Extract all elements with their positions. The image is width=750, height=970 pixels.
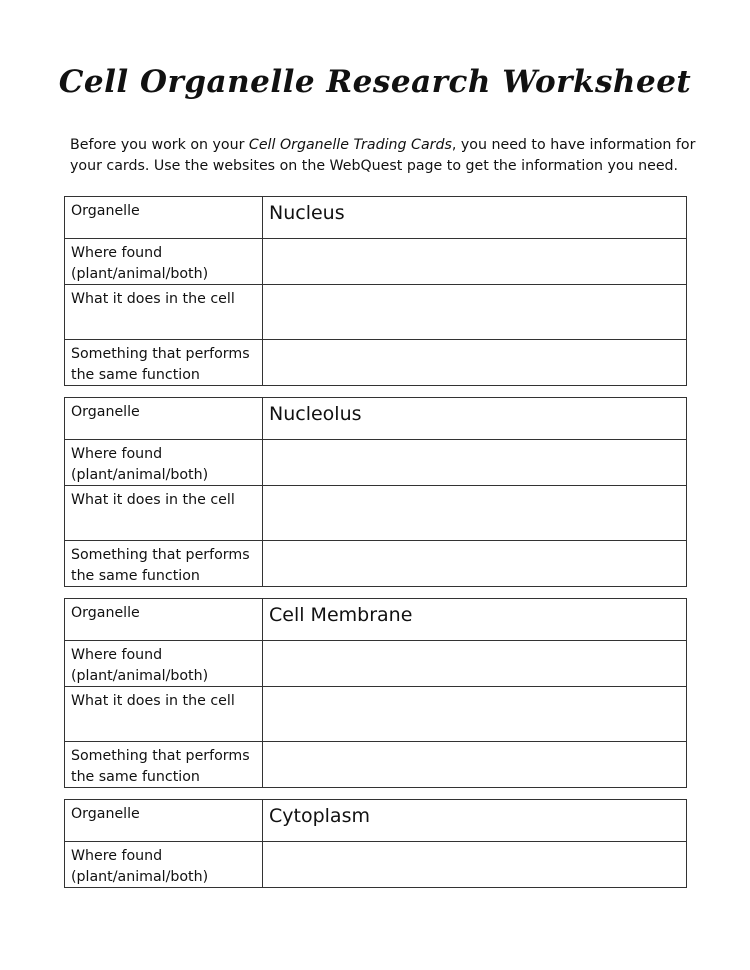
intro-text-1: Before you work on your [70, 137, 249, 153]
where-found-label-line-1: Where found [71, 647, 163, 663]
where-found-label [65, 842, 263, 888]
where-found-answer-cell[interactable] [263, 239, 687, 285]
function-row [65, 687, 687, 742]
organelle-row [65, 599, 687, 641]
where-found-label [65, 440, 263, 486]
where-found-answer-cell[interactable] [263, 842, 687, 888]
analogy-label [65, 742, 263, 788]
analogy-row [65, 541, 687, 587]
organelle-name: Nucleus [263, 197, 687, 239]
where-found-label-line-2: (plant/animal/both) [71, 265, 209, 282]
organelle-table-nucleus [64, 196, 687, 386]
function-answer-cell[interactable] [263, 687, 687, 742]
intro-text-2: , you need to have information for [451, 137, 696, 153]
organelle-name: Cell Membrane [263, 599, 687, 641]
analogy-label [65, 541, 263, 587]
function-answer-cell[interactable] [263, 486, 687, 541]
function-label: What it does in the cell [65, 486, 263, 541]
where-found-label [65, 239, 263, 285]
worksheet-title: Cell Organelle Research Worksheet [58, 64, 692, 100]
where-found-label-line-2: (plant/animal/both) [71, 868, 209, 885]
analogy-label-line-2: the same function [71, 768, 200, 785]
organelle-row [65, 800, 687, 842]
intro-line-2: your cards. Use the websites on the WebQuest page to get the information you need. [70, 158, 679, 174]
function-row [65, 486, 687, 541]
analogy-row [65, 340, 687, 386]
where-found-row [65, 440, 687, 486]
function-label: What it does in the cell [65, 687, 263, 742]
organelle-row [65, 197, 687, 239]
organelle-label: Organelle [65, 599, 263, 641]
where-found-label-line-1: Where found [71, 245, 163, 261]
organelle-row [65, 398, 687, 440]
organelle-label: Organelle [65, 398, 263, 440]
intro-line-1 [70, 135, 696, 156]
where-found-label-line-2: (plant/animal/both) [71, 466, 209, 483]
intro-paragraph [70, 135, 696, 177]
organelle-label: Organelle [65, 800, 263, 842]
where-found-row [65, 641, 687, 687]
where-found-label-line-1: Where found [71, 446, 163, 462]
analogy-answer-cell[interactable] [263, 742, 687, 788]
analogy-label-line-2: the same function [71, 567, 200, 584]
where-found-label [65, 641, 263, 687]
organelle-name: Nucleolus [263, 398, 687, 440]
function-answer-cell[interactable] [263, 285, 687, 340]
where-found-row [65, 842, 687, 888]
analogy-label-line-1: Something that performs [71, 748, 250, 764]
function-row [65, 285, 687, 340]
analogy-row [65, 742, 687, 788]
where-found-label-line-2: (plant/animal/both) [71, 667, 209, 684]
where-found-row [65, 239, 687, 285]
analogy-label-line-1: Something that performs [71, 346, 250, 362]
organelle-table-cytoplasm [64, 799, 687, 888]
function-label: What it does in the cell [65, 285, 263, 340]
organelle-table-nucleolus [64, 397, 687, 587]
intro-italic-title: Cell Organelle Trading Cards [248, 137, 452, 153]
analogy-answer-cell[interactable] [263, 340, 687, 386]
analogy-answer-cell[interactable] [263, 541, 687, 587]
analogy-label-line-1: Something that performs [71, 547, 250, 563]
analogy-label-line-2: the same function [71, 366, 200, 383]
organelle-table-cell-membrane [64, 598, 687, 788]
organelle-label: Organelle [65, 197, 263, 239]
organelle-name: Cytoplasm [263, 800, 687, 842]
where-found-label-line-1: Where found [71, 848, 163, 864]
where-found-answer-cell[interactable] [263, 641, 687, 687]
analogy-label [65, 340, 263, 386]
where-found-answer-cell[interactable] [263, 440, 687, 486]
